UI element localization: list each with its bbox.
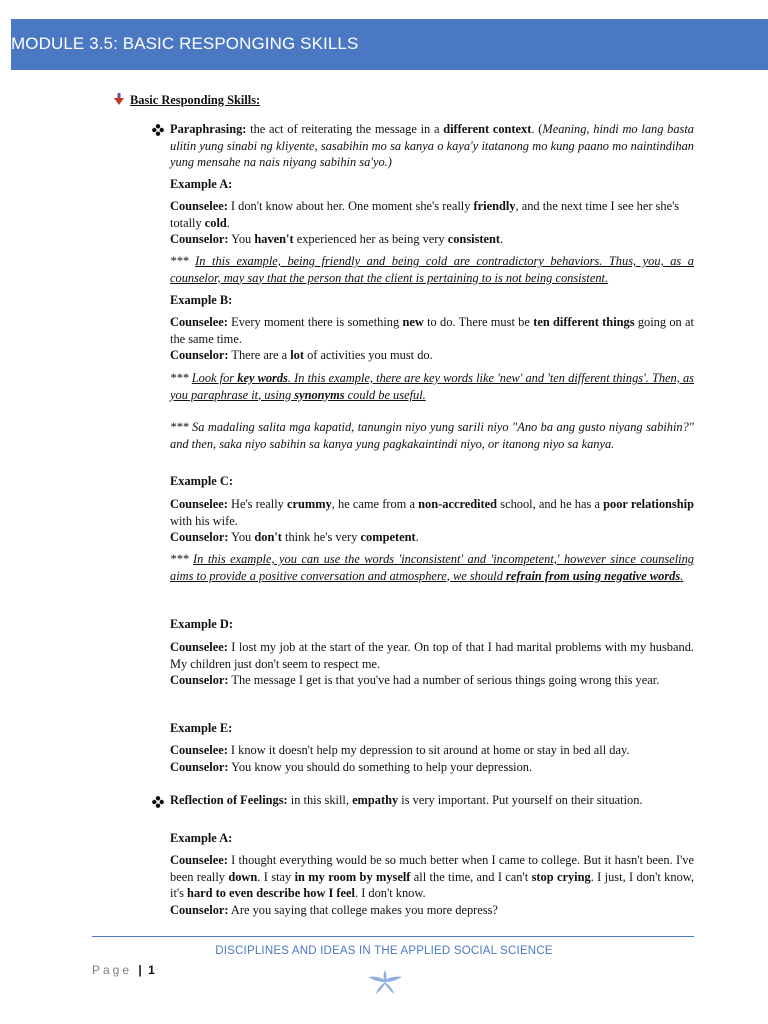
counselor-line — [170, 347, 694, 364]
text: . — [226, 215, 230, 230]
example-b-note — [170, 370, 694, 403]
text: going on at the same time. — [170, 315, 694, 346]
paraphrasing-tagalog: Meaning, hindi mo lang basta ulitin yung sinabi ng kliyente, sasabihin mo sa kanya o kaya'y itatanong mo kung paano mo naintindihan yung mensahe na nais niyang sabihin sa'yo.) — [170, 122, 695, 169]
text: . — [415, 530, 419, 544]
text-bold: consistent — [447, 232, 501, 246]
text-bold: refrain from using negative words — [506, 568, 681, 583]
example-e-dialogue — [170, 742, 694, 775]
text: . I don't know. — [355, 886, 426, 900]
reflection-example-a-dialogue — [170, 852, 694, 918]
reflection-example-a-label: Example A: — [170, 831, 233, 845]
page-label-text: Page — [92, 963, 133, 977]
text: The message I get is that you've had a number of serious things going wrong this year. — [228, 673, 660, 687]
text-bold: empathy — [352, 793, 399, 807]
text: all the time, and I can't — [410, 869, 532, 884]
paraphrasing-def-text: the act of reiterating the message in a — [246, 122, 444, 136]
text-bold: non-accredited — [418, 497, 498, 511]
text: I don't know about her. One moment she's really — [227, 199, 474, 213]
footer-course-title: DISCIPLINES AND IDEAS IN THE APPLIED SOCIAL SCIENCE — [215, 945, 553, 957]
counselor-line — [170, 529, 694, 546]
note-stars: *** — [170, 371, 192, 385]
example-e-label: Example E: — [170, 721, 233, 735]
text: There are a — [228, 348, 291, 362]
counselor-label: Counselor: — [170, 232, 229, 246]
text-bold: haven't — [254, 232, 294, 246]
counselee-label: Counselee: — [170, 853, 228, 867]
page-number-label — [92, 963, 155, 977]
counselor-label: Counselor: — [170, 902, 229, 917]
text: , he came from a — [331, 497, 419, 511]
text: You — [228, 232, 255, 246]
text: with his wife. — [170, 513, 238, 528]
text-bold: don't — [254, 530, 282, 544]
note-stars: *** — [170, 254, 196, 268]
counselee-line — [170, 742, 694, 759]
text: . I stay — [257, 869, 295, 884]
counselee-label: Counselee: — [170, 315, 228, 329]
counselor-line — [170, 902, 694, 919]
paraphrasing-definition — [170, 121, 694, 171]
text: experienced her as being very — [293, 232, 448, 246]
text: I know it doesn't help my depression to sit around at home or stay in bed all day. — [227, 743, 630, 757]
example-c-dialogue — [170, 496, 694, 546]
text: Look for — [191, 371, 238, 385]
text: could be useful. — [344, 387, 426, 402]
text: in this skill, — [287, 793, 353, 807]
text-bold: ten different things — [533, 315, 635, 329]
paraphrasing-def-bold: different context — [443, 122, 532, 136]
paraphrasing-term: Paraphrasing: — [170, 122, 247, 136]
example-c-note — [170, 551, 694, 584]
reflection-definition — [170, 792, 694, 809]
counselee-label: Counselee: — [170, 497, 228, 511]
diamond-bullet-icon — [152, 124, 164, 136]
text: to do. There must be — [423, 315, 534, 329]
example-a-label: Example A: — [170, 177, 233, 191]
counselor-line — [170, 672, 694, 689]
text-bold: in my room by myself — [294, 869, 411, 884]
text: , and the next time I see her she's totally — [170, 199, 680, 230]
text-bold: new — [402, 315, 424, 329]
example-b-label: Example B: — [170, 293, 233, 307]
text-bold: crummy — [287, 497, 332, 511]
text: of activities you must do. — [303, 348, 433, 362]
text-bold: key words — [237, 371, 288, 385]
text: . In this example, there are key words like 'new' and 'ten different things'. Then, as you paraphrase it, using — [170, 371, 695, 402]
text-bold: poor relationship — [603, 497, 694, 511]
text-bold: lot — [290, 348, 304, 362]
counselee-label: Counselee: — [170, 199, 228, 213]
section-heading — [114, 93, 260, 108]
arrow-down-icon — [114, 93, 124, 105]
text: school, and he has a — [497, 497, 604, 511]
text: You know you should do something to help your depression. — [228, 759, 533, 774]
footer-divider — [92, 936, 694, 937]
note-text — [170, 371, 694, 402]
text: . I just, I don't know, it's — [170, 869, 694, 900]
example-b-dialogue — [170, 314, 694, 364]
text-bold: competent — [360, 530, 416, 544]
paraphrasing-def-end: . ( — [531, 122, 543, 136]
example-a-note — [170, 253, 694, 286]
text: Are you saying that college makes you more depress? — [228, 902, 498, 917]
text-bold: down — [228, 869, 258, 884]
counselor-label: Counselor: — [170, 673, 229, 687]
text: He's really — [227, 497, 288, 511]
note-text — [170, 552, 694, 583]
counselee-line — [170, 852, 694, 902]
text-bold: friendly — [473, 199, 516, 213]
text-bold: hard to even describe how I feel — [187, 886, 355, 900]
section-heading-label: Basic Responding Skills: — [130, 93, 261, 107]
note-text: In this example, being friendly and being cold are contradictory behaviors. Thus, you, as a counselor, may say that the person that the client is pertaining to is not being consistent. — [170, 254, 694, 285]
reflection-term: Reflection of Feelings: — [170, 793, 288, 807]
text: is very important. Put yourself on their situation. — [398, 793, 643, 807]
note-stars: *** — [170, 552, 194, 566]
counselor-label: Counselor: — [170, 530, 229, 544]
text-bold: cold — [204, 215, 227, 230]
text: In this example, you can use the words 'inconsistent' and 'incompetent,' however since counseling aims to provide a positive conversation and atmosphere, we should — [170, 552, 694, 583]
counselor-line — [170, 231, 694, 248]
example-b-note-tagalog: *** Sa madaling salita mga kapatid, tanungin niyo yung sarili niyo "Ano ba ang gusto niyang sabihin?" and then, saka niyo sabihin sa kanya yung pagkakaintindi niyo, or itanong niyo sa kanya. — [170, 420, 694, 451]
counselee-label: Counselee: — [170, 640, 228, 654]
text: I thought everything would be so much better when I came to college. But it hasn't been. I've been really — [170, 853, 694, 884]
text-bold: stop crying — [531, 869, 591, 884]
counselee-line — [170, 198, 694, 231]
counselee-line — [170, 496, 694, 529]
text-bold: synonyms — [294, 387, 345, 402]
counselee-label: Counselee: — [170, 743, 228, 757]
text: You — [228, 530, 255, 544]
diamond-bullet-icon — [152, 796, 164, 808]
text: . — [500, 232, 504, 246]
text: . — [680, 568, 684, 583]
text: Every moment there is something — [227, 315, 403, 329]
counselor-line — [170, 759, 694, 776]
page-number: 1 — [148, 963, 155, 977]
counselor-label: Counselor: — [170, 759, 229, 774]
text: I lost my job at the start of the year. On top of that I had marital problems with my husband. My children just don't seem to respect me. — [170, 640, 694, 671]
example-d-label: Example D: — [170, 617, 233, 631]
logo-icon — [366, 968, 404, 996]
example-c-label: Example C: — [170, 474, 233, 488]
example-d-dialogue — [170, 639, 694, 689]
example-a-dialogue — [170, 198, 694, 248]
page-title: MODULE 3.5: BASIC RESPONGING SKILLS — [11, 34, 359, 53]
counselee-line — [170, 639, 694, 672]
page-separator: | — [138, 963, 142, 977]
counselee-line — [170, 314, 694, 347]
counselor-label: Counselor: — [170, 348, 229, 362]
text: think he's very — [281, 530, 361, 544]
